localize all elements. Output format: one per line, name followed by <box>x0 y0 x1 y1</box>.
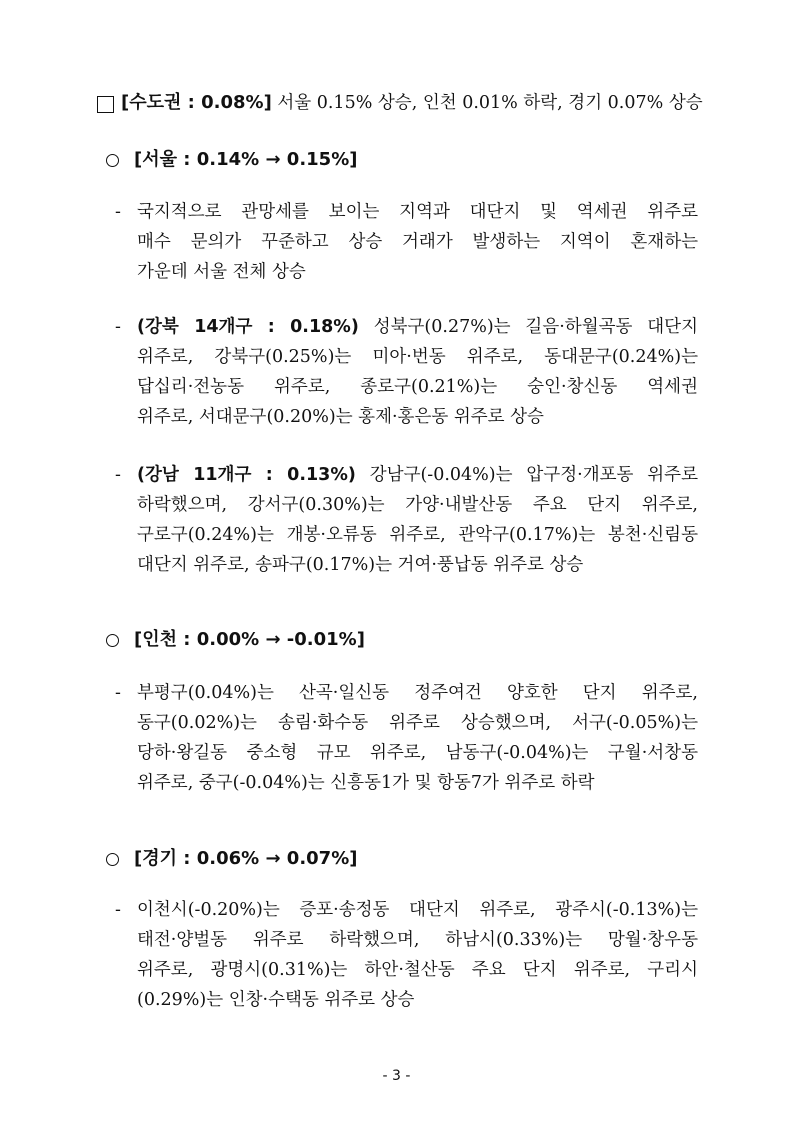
text-line: 위주로, 광명시(0.31%)는 하안·철산동 주요 단지 위주로, 구리시 <box>137 960 698 980</box>
text-line: 구로구(0.24%)는 개봉·오류동 위주로, 관악구(0.17%)는 봉천·신림동 <box>137 525 698 545</box>
region-summary: 서울 0.15% 상승, 인천 0.01% 하락, 경기 0.07% 상승 <box>271 93 703 113</box>
circle-bullet-icon <box>106 634 119 647</box>
page-number: - 3 - <box>382 1068 411 1084</box>
text-line: 위주로, 중구(-0.04%)는 신흥동1가 및 항동7가 위주로 하락 <box>137 773 595 793</box>
text-segment: 성북구(0.27%)는 길음·하월곡동 대단지 <box>358 317 698 337</box>
text-line: 답십리·전농동 위주로, 종로구(0.21%)는 숭인·창신동 역세권 <box>137 377 698 397</box>
text-line: 태전·양벌동 위주로 하락했으며, 하남시(0.33%)는 망월·창우동 <box>137 930 698 950</box>
text-line: 부평구(0.04%)는 산곡·일신동 정주여건 양호한 단지 위주로, <box>137 683 698 703</box>
incheon-title: [인천 : 0.00% → -0.01%] <box>134 629 365 650</box>
circle-bullet-icon <box>106 154 119 167</box>
seoul-item-3 <box>137 460 698 580</box>
text-line: 이천시(-0.20%)는 증포·송정동 대단지 위주로, 광주시(-0.13%)는 <box>137 900 698 920</box>
text-line: (0.29%)는 인창·수택동 위주로 상승 <box>137 990 415 1010</box>
text-line: 대단지 위주로, 송파구(0.17%)는 거여·풍납동 위주로 상승 <box>137 555 584 575</box>
dash-marker: - <box>115 900 121 920</box>
seoul-item-2 <box>137 312 698 432</box>
text-line: 당하·왕길동 중소형 규모 위주로, 남동구(-0.04%)는 구월·서창동 <box>137 743 698 763</box>
dash-marker: - <box>115 317 121 337</box>
text-line: 위주로, 강북구(0.25%)는 미아·번동 위주로, 동대문구(0.24%)는 <box>137 347 698 367</box>
district-group-label: (강남 11개구 : 0.13%) <box>137 465 356 485</box>
text-line: 가운데 서울 전체 상승 <box>137 262 306 282</box>
gyeonggi-item <box>137 895 698 1015</box>
seoul-title: [서울 : 0.14% → 0.15%] <box>134 149 358 170</box>
checkbox-square-icon <box>97 96 114 113</box>
text-line <box>137 312 698 342</box>
text-line: 동구(0.02%)는 송림·화수동 위주로 상승했으며, 서구(-0.05%)는 <box>137 713 698 733</box>
dash-marker: - <box>115 683 121 703</box>
header-line <box>121 91 703 115</box>
text-line: 위주로, 서대문구(0.20%)는 홍제·홍은동 위주로 상승 <box>137 407 544 427</box>
incheon-item <box>137 678 698 798</box>
seoul-item-1 <box>137 197 698 287</box>
text-line: 하락했으며, 강서구(0.30%)는 가양·내발산동 주요 단지 위주로, <box>137 495 698 515</box>
dash-marker: - <box>115 202 121 222</box>
region-title: [수도권 : 0.08%] <box>121 92 272 113</box>
district-group-label: (강북 14개구 : 0.18%) <box>137 317 359 337</box>
circle-bullet-icon <box>106 853 119 866</box>
text-segment: 강남구(-0.04%)는 압구정·개포동 위주로 <box>355 465 698 485</box>
text-line: 국지적으로 관망세를 보이는 지역과 대단지 및 역세권 위주로 <box>137 202 698 222</box>
dash-marker: - <box>115 465 121 485</box>
text-line: 매수 문의가 꾸준하고 상승 거래가 발생하는 지역이 혼재하는 <box>137 232 698 252</box>
gyeonggi-title: [경기 : 0.06% → 0.07%] <box>134 848 358 869</box>
text-line <box>137 460 698 490</box>
